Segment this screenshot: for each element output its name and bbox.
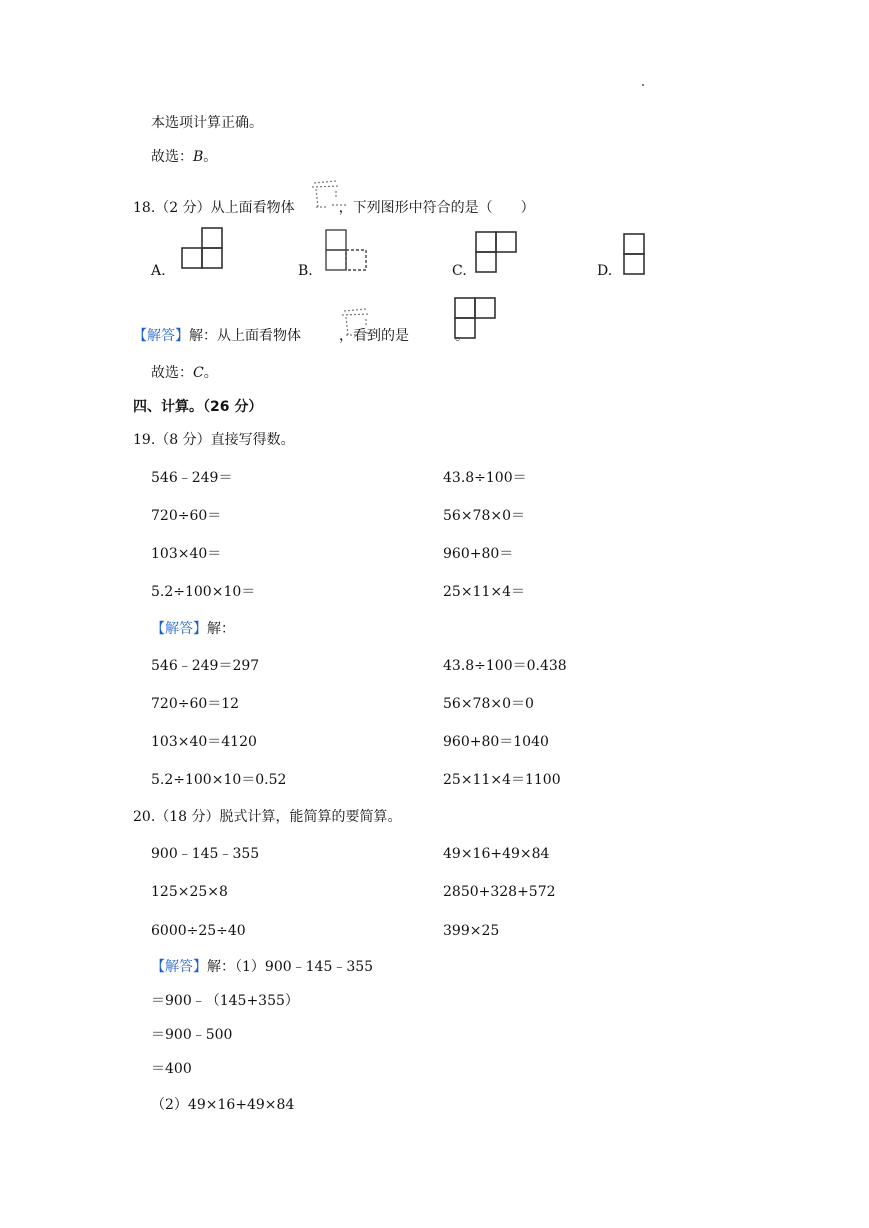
q18-solution: 【解答】解：从上面看物体 ，看到的是 。 [133, 328, 469, 344]
option-b-shape-icon [322, 228, 370, 274]
q20-step: （2）49×16+49×84 [151, 1097, 295, 1113]
q20-step: ＝400 [151, 1061, 192, 1077]
q19-problem: 43.8÷100＝ [443, 470, 527, 486]
top-view-answer-shape-icon [453, 296, 499, 342]
section-title: 四、计算。（26 分） [133, 399, 263, 415]
solid-object-figure-icon [306, 177, 350, 209]
q19-answer: 43.8÷100＝0.438 [443, 658, 567, 674]
q19-problem: 5.2÷100×10＝ [151, 584, 256, 600]
q19-answer: 56×78×0＝0 [443, 696, 534, 712]
q20-problem: 399×25 [443, 923, 500, 939]
q19-answer: 546﹣249＝297 [151, 658, 260, 674]
prev-answer-note: 本选项计算正确。 [151, 115, 263, 131]
q19-problem: 103×40＝ [151, 546, 222, 562]
q20-problem: 2850+328+572 [443, 884, 556, 900]
q19-problem: 56×78×0＝ [443, 508, 525, 524]
q19-answer: 720÷60＝12 [151, 696, 240, 712]
option-c-shape-icon [474, 230, 520, 276]
q19-problem: 960+80＝ [443, 546, 514, 562]
q20-problem: 49×16+49×84 [443, 846, 550, 862]
q20-step: ＝900﹣500 [151, 1027, 233, 1043]
option-d-shape-icon [622, 232, 648, 278]
q18-question: 18.（2 分）从上面看物体 ，下列图形中符合的是（ ） [133, 200, 535, 216]
q18-option-c-label: C. [452, 263, 467, 279]
q20-solution-header: 【解答】解：（1）900﹣145﹣355 [151, 959, 374, 975]
page-dot [642, 84, 644, 86]
solid-object-figure-icon [336, 305, 378, 339]
q18-answer-choice: 故选：C。 [151, 365, 218, 381]
prev-answer-choice: 故选：B。 [151, 149, 218, 165]
q19-answer: 960+80＝1040 [443, 734, 549, 750]
q18-option-a-label: A. [151, 263, 166, 279]
q19-answer: 5.2÷100×10＝0.52 [151, 772, 287, 788]
q19-problem: 546﹣249＝ [151, 470, 233, 486]
q19-solution-header: 【解答】解： [151, 621, 235, 637]
q18-option-d-label: D. [597, 263, 613, 279]
q19-problem: 720÷60＝ [151, 508, 222, 524]
q20-problem: 6000÷25÷40 [151, 923, 246, 939]
q20-step: ＝900﹣（145+355） [151, 993, 299, 1009]
option-a-shape-icon [180, 226, 226, 272]
q18-option-b-label: B. [298, 263, 313, 279]
q19-question: 19.（8 分）直接写得数。 [133, 432, 295, 448]
q20-problem: 125×25×8 [151, 884, 228, 900]
q19-problem: 25×11×4＝ [443, 584, 525, 600]
q19-answer: 103×40＝4120 [151, 734, 257, 750]
q20-problem: 900﹣145﹣355 [151, 846, 260, 862]
q19-answer: 25×11×4＝1100 [443, 772, 561, 788]
q20-question: 20.（18 分）脱式计算，能简算的要简算。 [133, 809, 402, 825]
